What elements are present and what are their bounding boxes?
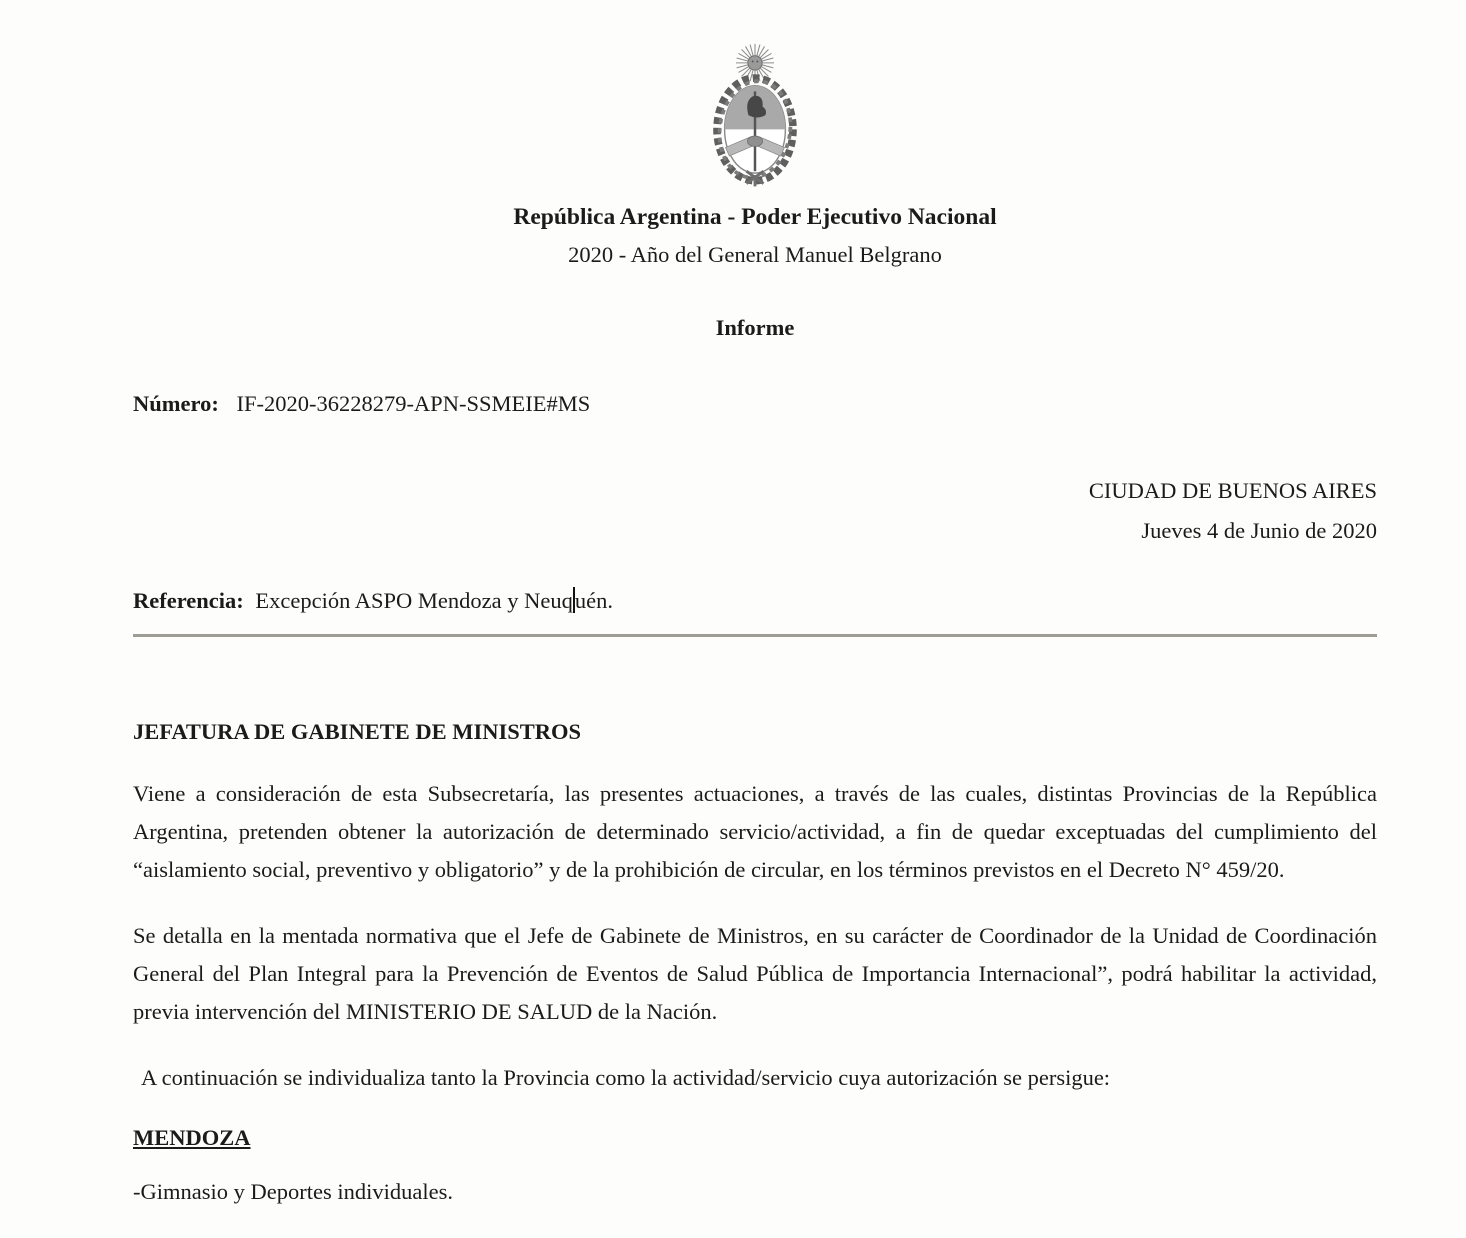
- body-paragraph-3: A continuación se individualiza tanto la Provincia como la actividad/servicio cuya autorización se persigue:: [141, 1065, 1111, 1090]
- reference-text-after-caret: uén.: [574, 588, 613, 613]
- number-row: [133, 391, 1377, 417]
- province-item: -Gimnasio y Deportes individuales.: [133, 1179, 453, 1204]
- document-header: [133, 42, 1377, 268]
- header-title: República Argentina - Poder Ejecutivo Nacional: [513, 204, 997, 230]
- date-line: Jueves 4 de Junio de 2020: [1141, 518, 1377, 543]
- reference-text: [255, 588, 613, 613]
- section-heading: JEFATURA DE GABINETE DE MINISTROS: [133, 719, 582, 744]
- argentina-coat-of-arms-icon: [702, 42, 808, 194]
- place-date-block: [133, 471, 1377, 551]
- header-subtitle: 2020 - Año del General Manuel Belgrano: [568, 242, 942, 267]
- reference-label: Referencia:: [133, 588, 244, 613]
- section-divider: [133, 634, 1377, 637]
- reference-row: [133, 587, 1377, 615]
- body-paragraph-2: Se detalla en la mentada normativa que el Jefe de Gabinete de Ministros, en su carácter de Coordinador de la Unidad de Coordinación General del Plan Integral para la Prevención de Eventos de Salud Pública de Importancia Internacional”, podrá habilitar la actividad, previa intervención del MINISTERIO DE SALUD de la Nación.: [133, 923, 1377, 1024]
- reference-text-before-caret: Excepción ASPO Mendoza y Neuq: [255, 588, 573, 613]
- number-label: Número:: [133, 391, 219, 416]
- number-value: IF-2020-36228279-APN-SSMEIE#MS: [236, 391, 591, 416]
- body-paragraph-1: Viene a consideración de esta Subsecretaría, las presentes actuaciones, a través de las cuales, distintas Provincias de la República Argentina, pretenden obtener la autorización de determinado servicio/actividad, a fin de quedar exceptuadas del cumplimiento del “aislamiento social, preventivo y obligatorio” y de la prohibición de circular, en los términos previstos en el Decreto N° 459/20.: [133, 781, 1377, 882]
- province-heading: MENDOZA: [133, 1125, 251, 1150]
- city-line: CIUDAD DE BUENOS AIRES: [1088, 478, 1377, 503]
- doc-type-title: Informe: [715, 315, 795, 340]
